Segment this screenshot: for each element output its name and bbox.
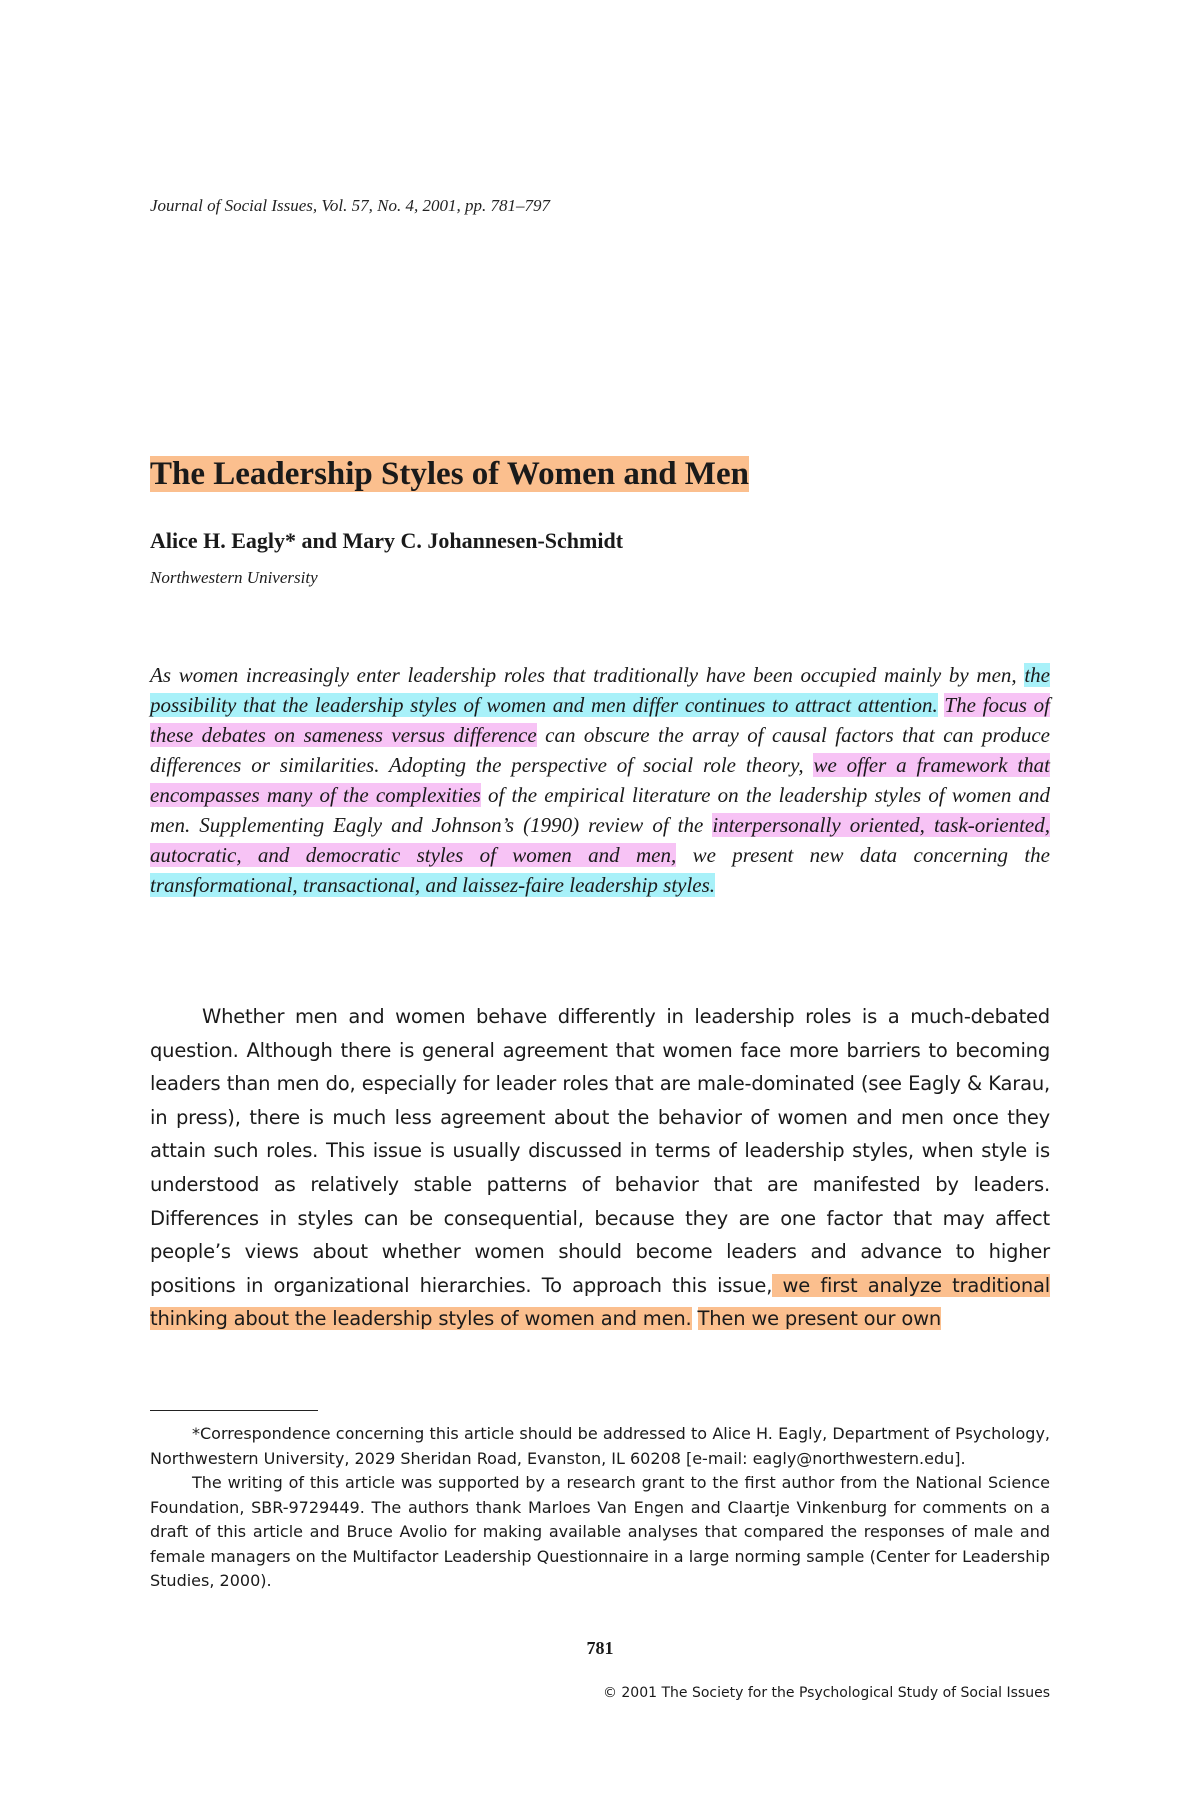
- author-list: Alice H. Eagly* and Mary C. Johannesen-Schmidt: [150, 528, 624, 553]
- body-paragraph: [150, 1000, 1050, 1336]
- page-number: 781: [586, 1638, 614, 1658]
- footnote-acknowledgment: The writing of this article was supported by a research grant to the first author from the National Science Foundation, SBR-9729449. The authors thank Marloes Van Engen and Claartje Vinkenburg for comments on a draft of this article and Bruce Avolio for making available analyses that compared the responses of male and female managers on the Multifactor Leadership Questionnaire in a large norming sample (Center for Leadership Studies, 2000).: [150, 1473, 1050, 1590]
- body-highlight-orange: Then we present our own: [697, 1307, 941, 1331]
- abstract: [150, 660, 1050, 900]
- article-title: [150, 452, 749, 496]
- abstract-text: of the empirical literature on the leadership styles of women and men. Supplementing Eagly and Johnson’s (1990) review of the: [150, 783, 1050, 837]
- body-highlight-orange: we first analyze traditional thinking about the leadership styles of women and men.: [150, 1273, 1051, 1331]
- footnote-correspondence: *Correspondence concerning this article should be addressed to Alice H. Eagly, Department of Psychology, Northwestern University, 2029 Sheridan Road, Evanston, IL 60208 [e-mail: eagly@northwestern.edu].: [150, 1424, 1050, 1468]
- abstract-highlight-cyan: the possibility that the leadership styles of women and men differ continues to attract attention.: [150, 663, 1050, 717]
- title-highlight: The Leadership Styles of Women and Men: [150, 456, 749, 492]
- abstract-text: can obscure the array of causal factors that can produce differences or similarities. Adopting the perspective of social role theory,: [150, 723, 1050, 777]
- author-affiliation: Northwestern University: [150, 568, 318, 587]
- journal-citation: Journal of Social Issues, Vol. 57, No. 4, 2001, pp. 781–797: [150, 196, 550, 215]
- abstract-highlight-pink: we offer a framework that encompasses many of the complexities: [150, 753, 1050, 807]
- copyright-notice: © 2001 The Society for the Psychological Study of Social Issues: [602, 1685, 1050, 1701]
- abstract-highlight-pink: interpersonally oriented, task-oriented, autocratic, and democratic styles of women and men,: [150, 813, 1051, 867]
- footnotes: [150, 1422, 1050, 1594]
- footnote-divider: [150, 1410, 318, 1411]
- body-text: [692, 1307, 698, 1330]
- abstract-text: As women increasingly enter leadership roles that traditionally have been occupied mainly by men,: [150, 663, 1025, 687]
- abstract-text: we present new data concerning the: [676, 843, 1051, 867]
- abstract-highlight-pink: The focus of these debates on sameness versus difference: [150, 693, 1050, 747]
- body-text: Whether men and women behave differently in leadership roles is a much-debated question. Although there is general agreement that women face more barriers to becoming leaders than men do, especially for leader roles that are male-dominated (see Eagly & Karau, in press), there is much less agreement about the behavior of women and men once they attain such roles. This issue is usually discussed in terms of leadership styles, when style is understood as relatively stable patterns of behavior that are manifested by leaders. Differences in styles can be consequential, because they are one factor that may affect people’s views about whether women should become leaders and advance to higher positions in organizational hierarchies. To approach this issue,: [150, 1005, 1050, 1297]
- abstract-highlight-cyan: transformational, transactional, and laissez-faire leadership styles.: [150, 873, 716, 897]
